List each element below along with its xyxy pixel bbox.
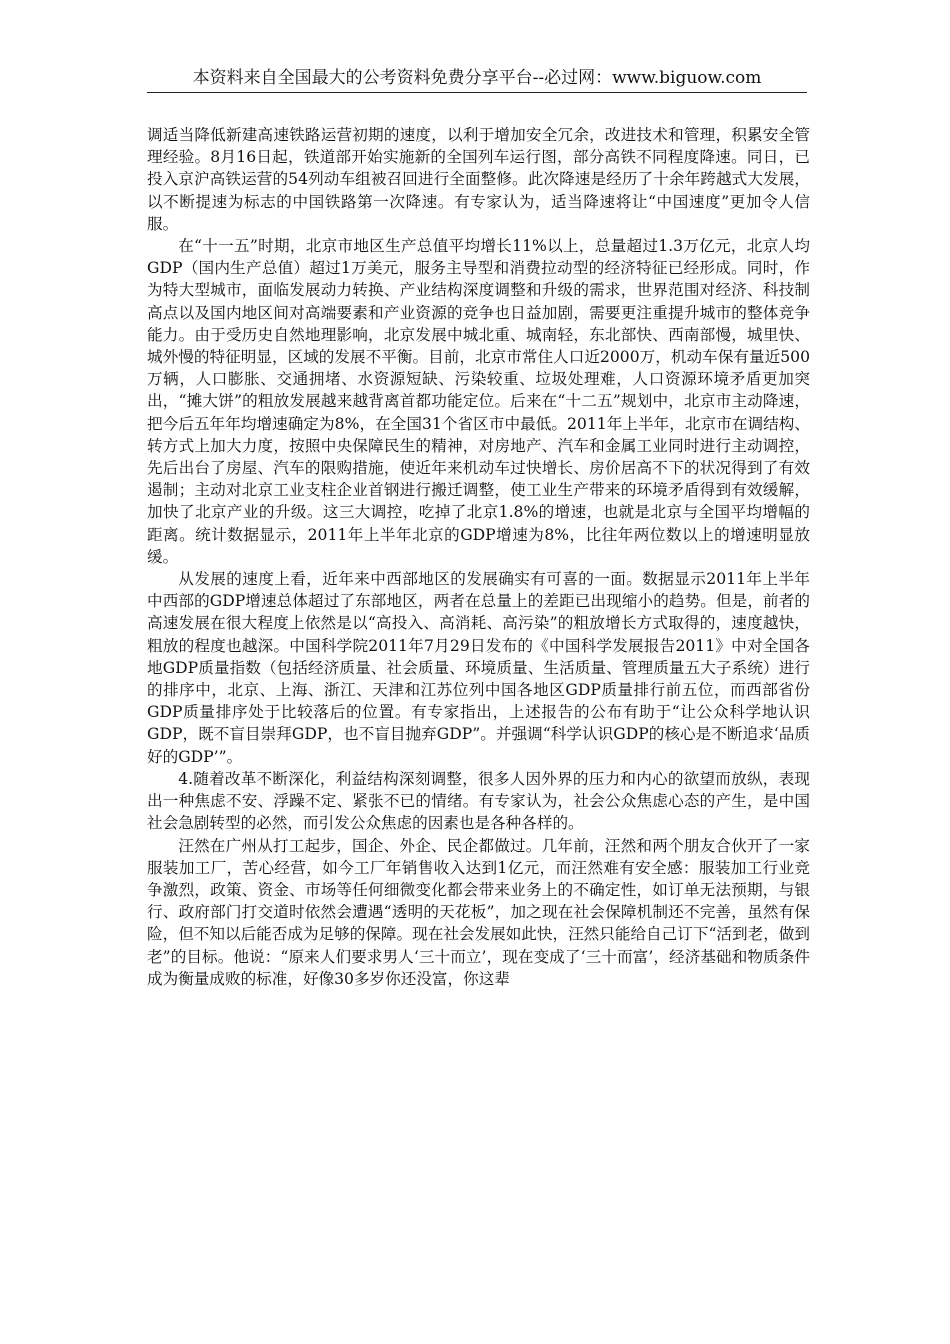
- page-header: 本资料来自全国最大的公考资料免费分享平台--必过网：www.biguow.com: [192, 68, 762, 88]
- document-body: [147, 124, 810, 990]
- paragraph-public-anxiety: 4.随着改革不断深化，利益结构深刻调整，很多人因外界的压力和内心的欲望而放纵，表现出一种焦虑不安、浮躁不定、紧张不已的情绪。有专家认为，社会公众焦虑心态的产生，是中国社会急剧转型的必然，而引发公众焦虑的因素也是各种各样的。: [147, 769, 810, 833]
- paragraph-central-western-development: 从发展的速度上看，近年来中西部地区的发展确实有可喜的一面。数据显示2011年上半年中西部的GDP增速总体超过了东部地区，两者在总量上的差距已出现缩小的趋势。但是，前者的高速发展在很大程度上依然是以“高投入、高消耗、高污染”的粗放增长方式取得的，速度越快，粗放的程度也越深。中国科学院2011年7月29日发布的《中国科学发展报告2011》中对全国各地GDP质量指数（包括经济质量、社会质量、环境质量、生活质量、管理质量五大子系统）进行的排序中，北京、上海、浙江、天津和江苏位列中国各地区GDP质量排行前五位，而西部省份GDP质量排序处于比较落后的位置。有专家指出，上述报告的公布有助于“让公众科学地认识GDP，既不盲目崇拜GDP，也不盲目抛弃GDP”。并强调“科学认识GDP的核心是不断追求‘品质好的GDP’”。: [147, 570, 810, 766]
- paragraph-beijing-growth: 在“十一五”时期，北京市地区生产总值平均增长11%以上，总量超过1.3万亿元，北京人均GDP（国内生产总值）超过1万美元，服务主导型和消费拉动型的经济特征已经形成。同时，作为特大型城市，面临发展动力转换、产业结构深度调整和升级的需求，世界范围对经济、科技制高点以及国内地区间对高端要素和产业资源的竞争也日益加剧，需要更注重提升城市的整体竞争能力。由于受历史自然地理影响，北京发展中城北重、城南轻，东北部快、西南部慢，城里快、城外慢的特征明显，区域的发展不平衡。目前，北京市常住人口近2000万，机动车保有量近500万辆，人口膨胀、交通拥堵、水资源短缺、污染较重、垃圾处理难，人口资源环境矛盾更加突出，“摊大饼”的粗放发展越来越背离首都功能定位。后来在“十二五”规划中，北京市主动降速，把今后五年年均增速确定为8%，在全国31个省区市中最低。2011年上半年，北京市在调结构、转方式上加大力度，按照中央保障民生的精神，对房地产、汽车和金属工业同时进行主动调控，先后出台了房屋、汽车的限购措施，使近年来机动车过快增长、房价居高不下的状况得到了有效遏制；主动对北京工业支柱企业首钢进行搬迁调整，使工业生产带来的环境矛盾得到有效缓解，加快了北京产业的升级。这三大调控，吃掉了北京1.8%的增速，也就是北京与全国平均增幅的距离。统计数据显示，2011年上半年北京的GDP增速为8%，比往年两位数以上的增速明显放缓。: [147, 237, 810, 566]
- paragraph-high-speed-rail: 调适当降低新建高速铁路运营初期的速度，以利于增加安全冗余，改进技术和管理，积累安全管理经验。8月16日起，铁道部开始实施新的全国列车运行图，部分高铁不同程度降速。同日，已投入京沪高铁运营的54列动车组被召回进行全面整修。此次降速是经历了十余年跨越式大发展，以不断提速为标志的中国铁路第一次降速。有专家认为，适当降速将让“中国速度”更加令人信服。: [147, 126, 810, 233]
- header-divider: [147, 92, 807, 93]
- paragraph-wang-ran-story: 汪然在广州从打工起步，国企、外企、民企都做过。几年前，汪然和两个朋友合伙开了一家服装加工厂，苦心经营，如今工厂年销售收入达到1亿元，而汪然难有安全感：服装加工行业竞争激烈，政策、资金、市场等任何细微变化都会带来业务上的不确定性，如订单无法预期，与银行、政府部门打交道时依然会遭遇“透明的天花板”，加之现在社会保障机制还不完善，虽然有保险，但不知以后能否成为足够的保障。现在社会发展如此快，汪然只能给自己订下“活到老，做到老”的目标。他说：“原来人们要求男人‘三十而立’，现在变成了‘三十而富’，经济基础和物质条件成为衡量成败的标准，好像30多岁你还没富，你这辈: [147, 836, 810, 988]
